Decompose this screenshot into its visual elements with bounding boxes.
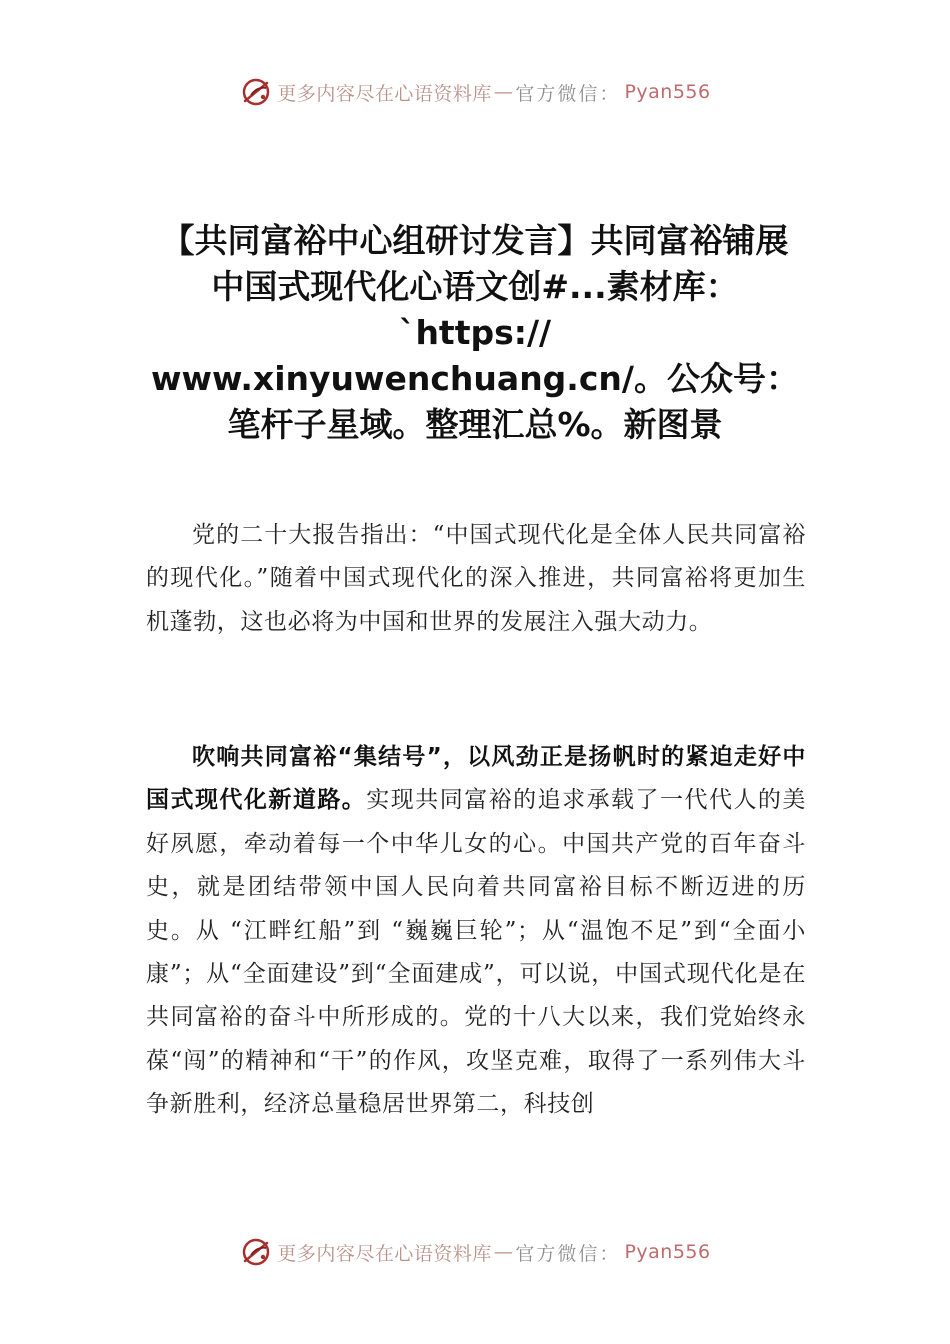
wechat-id: Pyan556	[624, 1241, 711, 1263]
paragraph-2-body: 实现共同富裕的追求承载了一代代人的美好夙愿，牵动着每一个中华儿女的心。中国共产党的百年奋斗史，就是团结带领中国人民向着共同富裕目标不断迈进的历史。从 “江畔红船”到 “巍巍巨轮”；从“温饱不足”到“全面小康”；从“全面建设”到“全面建成”，可以说，中国式现代化是在共同富裕的奋斗中所形成的。党的十八大以来，我们党始终永葆“闯”的精神和“干”的作风，攻坚克难，取得了一系列伟大斗争新胜利，经济总量稳居世界第二，科技创	[146, 787, 806, 1118]
brand-text: 更多内容尽在心语资料库	[277, 82, 492, 105]
brand-dash: —	[493, 81, 514, 103]
brand-logo-icon	[239, 75, 273, 109]
wechat-label: 官方微信：	[515, 82, 621, 105]
wechat-label: 官方微信：	[515, 1242, 621, 1265]
paragraph-2	[146, 736, 806, 1127]
title-line-1: 【共同富裕中心组研讨发言】共同富裕铺展	[161, 221, 789, 260]
title-line-5: 笔杆子星域。整理汇总%。新图景	[227, 405, 723, 444]
brand-watermark-footer	[239, 1235, 710, 1269]
paragraph-2-lead: 吹响共同富裕“集结号”，以风劲正是扬帆时的紧迫走好中国式现代化新道路。	[146, 744, 806, 814]
brand-logo-icon	[239, 1235, 273, 1269]
brand-dash: —	[493, 1241, 514, 1263]
brand-text: 更多内容尽在心语资料库	[277, 1242, 492, 1265]
brand-watermark	[239, 75, 710, 109]
title-line-2: 中国式现代化心语文创#...素材库：	[211, 267, 739, 306]
title-line-4: www.xinyuwenchuang.cn/。公众号：	[151, 359, 799, 398]
page-header	[0, 72, 950, 112]
paragraph-1: 党的二十大报告指出：“中国式现代化是全体人民共同富裕的现代化。”随着中国式现代化的深入推进，共同富裕将更加生机蓬勃，这也必将为中国和世界的发展注入强大动力。	[146, 522, 806, 635]
title-line-3: `https://	[398, 313, 552, 352]
wechat-id: Pyan556	[624, 81, 711, 103]
page-footer	[0, 1232, 950, 1272]
document-title	[120, 218, 830, 448]
